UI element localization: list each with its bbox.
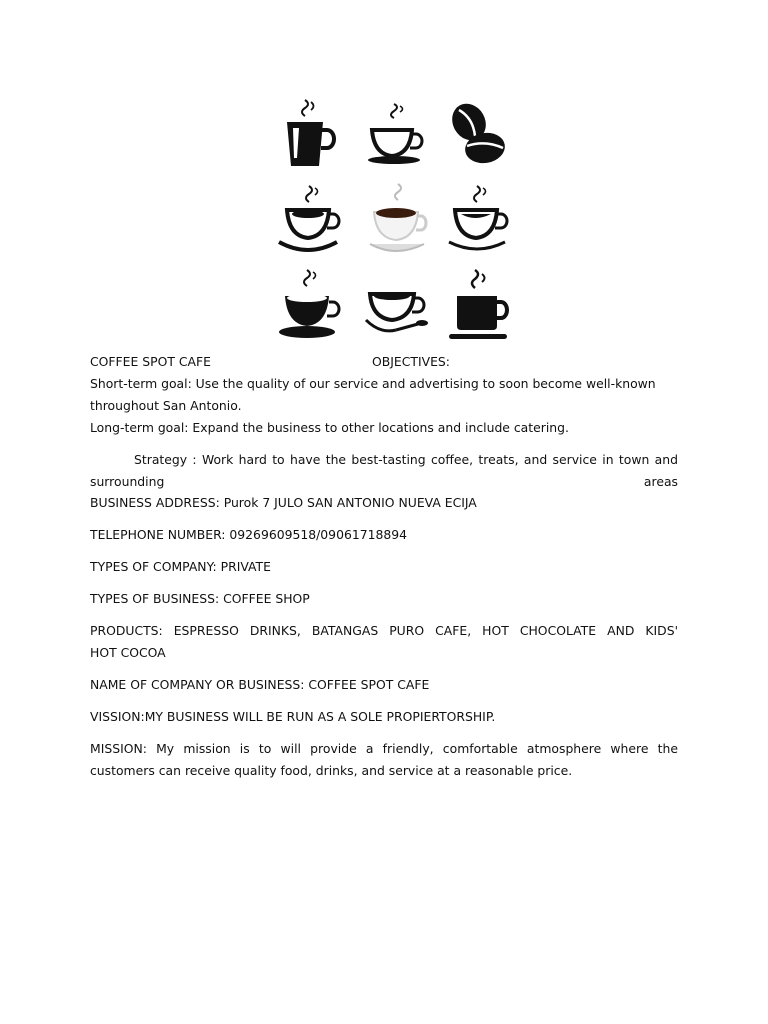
strategy-text: Strategy : Work hard to have the best-tasting coffee, treats, and service in town and xyxy=(134,452,678,467)
espresso-cup-icon xyxy=(362,182,432,258)
products-line-2: HOT COCOA xyxy=(90,645,166,660)
coffee-beans-icon xyxy=(445,96,515,172)
coffee-cup-saucer-icon xyxy=(362,96,432,172)
company-title: COFFEE SPOT CAFE xyxy=(90,354,211,369)
business-address: BUSINESS ADDRESS: Purok 7 JULO SAN ANTONIO NUEVA ECIJA xyxy=(90,495,477,510)
strategy-surrounding: surrounding xyxy=(90,474,165,489)
strategy-line xyxy=(134,452,678,467)
vision: VISSION:MY BUSINESS WILL BE RUN AS A SOLE PROPIERTORSHIP. xyxy=(90,709,496,724)
long-term-goal: Long-term goal: Expand the business to other locations and include catering. xyxy=(90,420,569,435)
coffee-icon-grid xyxy=(270,96,510,346)
telephone-number: TELEPHONE NUMBER: 09269609518/09061718894 xyxy=(90,527,408,542)
coffee-mug-icon xyxy=(445,268,515,344)
short-term-goal: Short-term goal: Use the quality of our service and advertising to soon become well-known xyxy=(90,376,656,391)
company-name: NAME OF COMPANY OR BUSINESS: COFFEE SPOT CAFE xyxy=(90,677,430,692)
coffee-cup-saucer-icon xyxy=(275,182,345,258)
strategy-areas: areas xyxy=(643,474,678,489)
short-term-goal-continued: throughout San Antonio. xyxy=(90,398,242,413)
coffee-cup-spoon-icon xyxy=(362,268,432,344)
coffee-cup-saucer-icon xyxy=(275,268,345,344)
strategy-line-2 xyxy=(90,474,678,489)
products xyxy=(90,623,678,638)
mission xyxy=(90,741,678,756)
products-line-1: PRODUCTS: ESPRESSO DRINKS, BATANGAS PURO CAFE, HOT CHOCOLATE AND KIDS' xyxy=(90,623,678,638)
coffee-cup-saucer-icon xyxy=(445,182,515,258)
business-type: TYPES OF BUSINESS: COFFEE SHOP xyxy=(90,591,310,606)
coffee-mug-icon xyxy=(275,96,345,172)
mission-line-2: customers can receive quality food, drinks, and service at a reasonable price. xyxy=(90,763,573,778)
objectives-label: OBJECTIVES: xyxy=(372,354,450,369)
mission-line-1: MISSION: My mission is to will provide a friendly, comfortable atmosphere where the xyxy=(90,741,678,756)
company-type: TYPES OF COMPANY: PRIVATE xyxy=(90,559,271,574)
